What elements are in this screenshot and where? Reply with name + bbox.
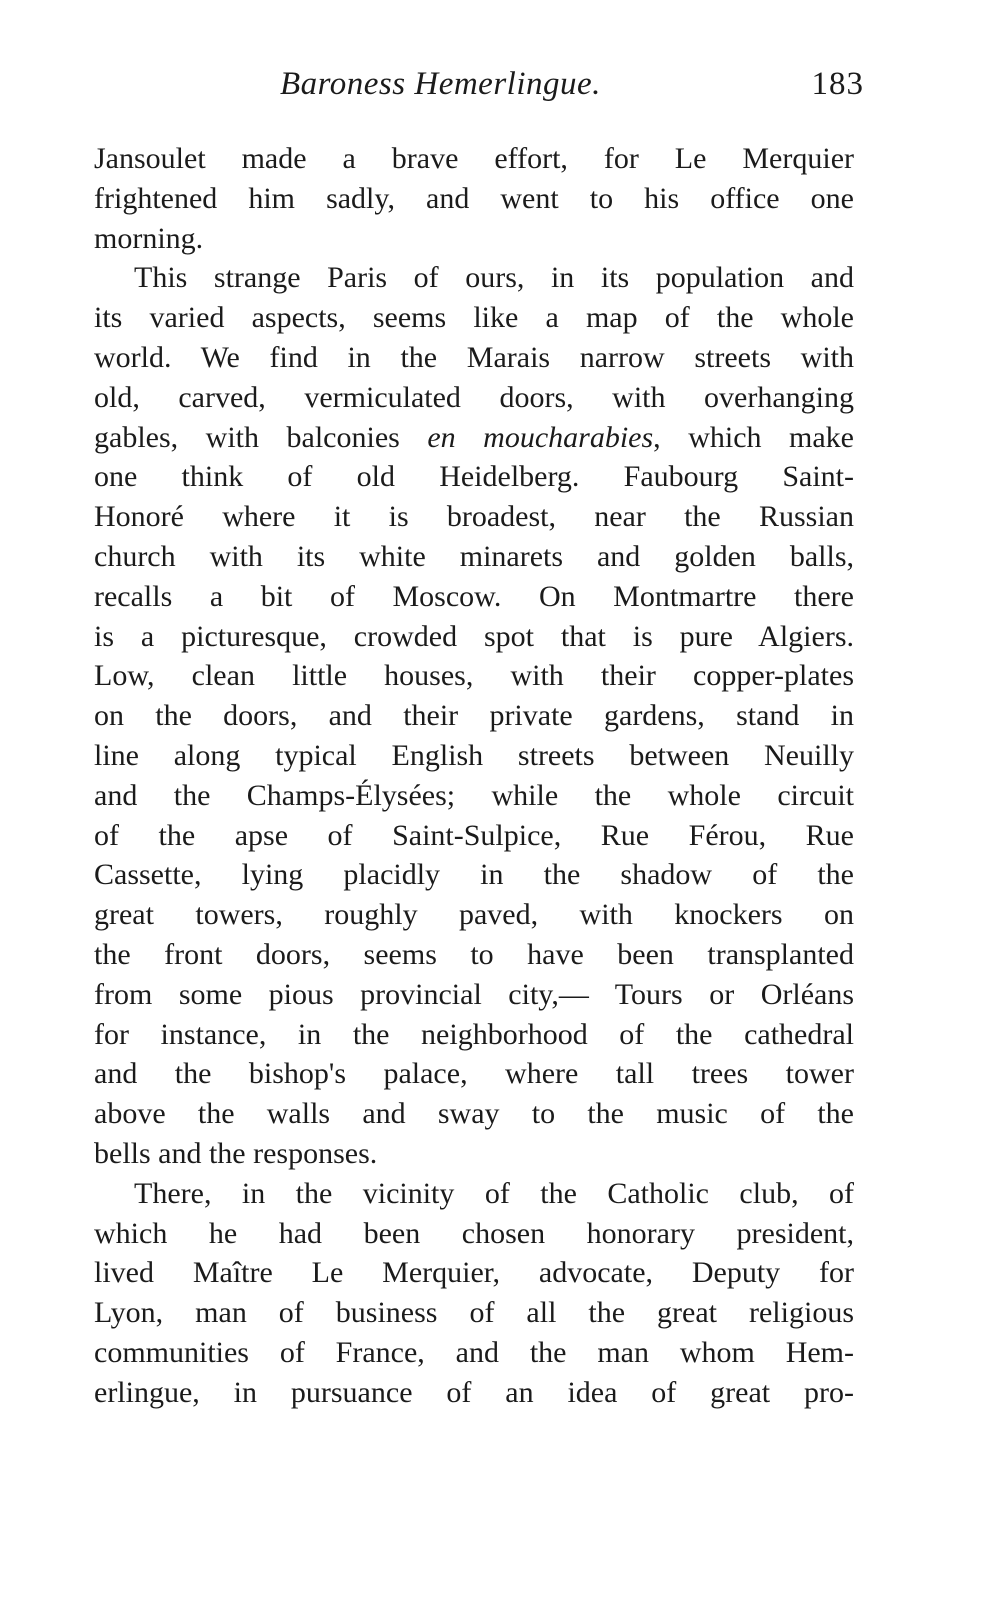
running-head: [94, 66, 864, 116]
text-line: Lyon, man of business of all the great religious: [94, 1296, 854, 1330]
text-line: the front doors, seems to have been transplanted: [94, 937, 854, 971]
text-line: recalls a bit of Moscow. On Montmartre there: [94, 579, 854, 613]
text-line: from some pious provincial city,— Tours or Orléans: [94, 977, 854, 1011]
page-number: 183: [811, 66, 864, 102]
text-line: which he had been chosen honorary president,: [94, 1216, 854, 1250]
text-line: world. We find in the Marais narrow streets with: [94, 340, 854, 374]
text-line: one think of old Heidelberg. Faubourg Saint-: [94, 460, 854, 494]
text-line: lived Maître Le Merquier, advocate, Deputy for: [94, 1256, 854, 1290]
text-line: erlingue, in pursuance of an idea of great pro-: [94, 1375, 854, 1409]
text-line: great towers, roughly paved, with knockers on: [94, 898, 854, 932]
text-line: This strange Paris of ours, in its population and: [134, 261, 854, 295]
text-line: frightened him sadly, and went to his office one: [94, 181, 854, 215]
text-line: and the Champs-Élysées; while the whole circuit: [94, 778, 854, 812]
text-run: , which make: [653, 420, 854, 454]
text-line: Jansoulet made a brave effort, for Le Merquier: [94, 142, 854, 175]
text-line: on the doors, and their private gardens, stand in: [94, 699, 854, 733]
text-line: old, carved, vermiculated doors, with overhanging: [94, 380, 854, 414]
text-line: above the walls and sway to the music of the: [94, 1097, 854, 1131]
text-line: bells and the responses.: [94, 1136, 378, 1170]
text-line: and the bishop's palace, where tall trees tower: [94, 1057, 854, 1091]
text-line: church with its white minarets and golden balls,: [94, 539, 854, 573]
text-line: There, in the vicinity of the Catholic club, of: [134, 1176, 854, 1210]
italic-phrase: en moucharabies: [427, 420, 654, 454]
text-line: morning.: [94, 221, 204, 255]
text-line: Cassette, lying placidly in the shadow of the: [94, 858, 854, 892]
running-title: Baroness Hemerlingue.: [280, 66, 601, 102]
text-line: is a picturesque, crowded spot that is pure Algiers.: [94, 619, 854, 653]
text-run: gables, with balconies: [94, 420, 428, 454]
text-line: communities of France, and the man whom Hem-: [94, 1335, 854, 1369]
text-line: Low, clean little houses, with their copper-plates: [94, 659, 854, 693]
text-line: Honoré where it is broadest, near the Russian: [94, 500, 854, 534]
text-line-with-italic: [94, 418, 854, 458]
text-line: its varied aspects, seems like a map of the whole: [94, 301, 854, 335]
text-body: [94, 139, 854, 1413]
text-line: of the apse of Saint-Sulpice, Rue Férou, Rue: [94, 818, 854, 852]
text-line: line along typical English streets between Neuilly: [94, 738, 854, 772]
text-line: for instance, in the neighborhood of the cathedral: [94, 1017, 854, 1051]
